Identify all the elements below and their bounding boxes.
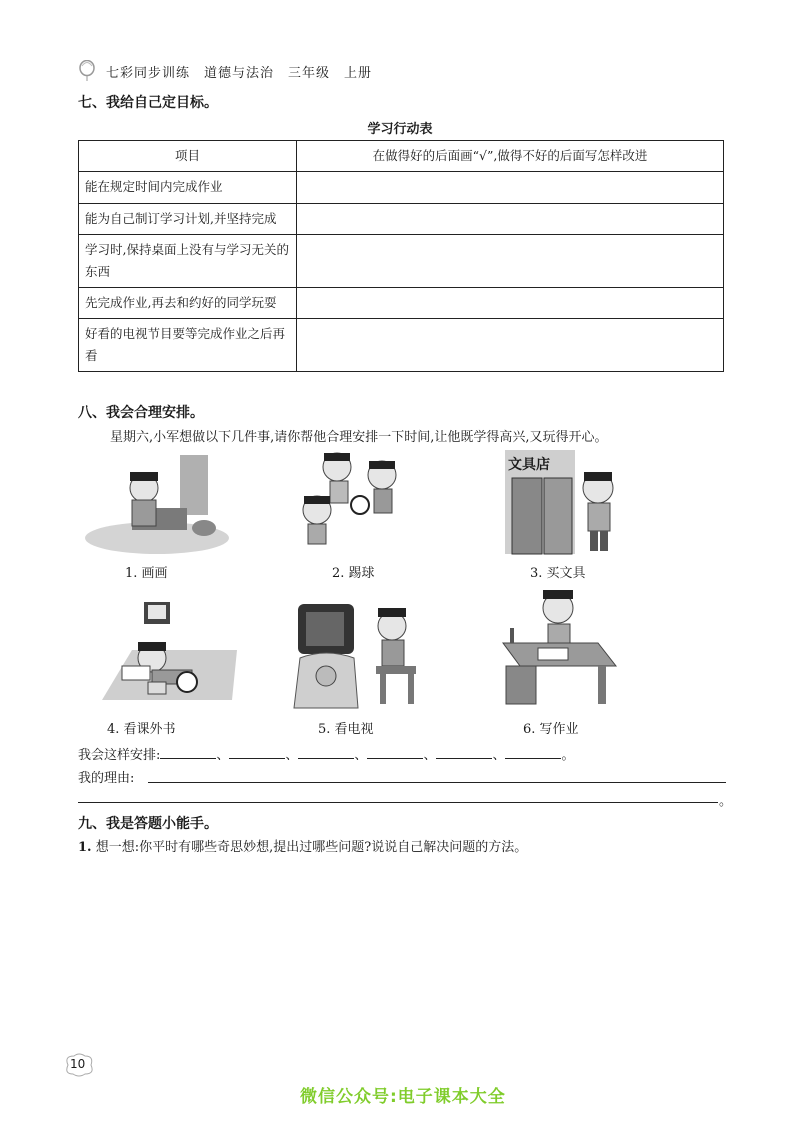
separator: 、 (354, 748, 368, 763)
table-header-row (79, 141, 724, 172)
column-header-item: 项目 (79, 141, 297, 172)
arrange-blank[interactable] (298, 744, 354, 759)
page-number: 10 (70, 1057, 86, 1071)
page-header (78, 60, 386, 82)
question-number: 1. (78, 840, 92, 855)
row-item: 能为自己制订学习计划,并坚持完成 (79, 204, 297, 235)
period: 。 (561, 748, 575, 763)
shop-sign: 文具店 (508, 457, 550, 473)
row-answer-cell[interactable] (297, 319, 724, 372)
row-item: 学习时,保持桌面上没有与学习无关的东西 (79, 235, 297, 288)
section7-title: 七、我给自己定目标。 (78, 95, 218, 111)
reading-illustration-icon (82, 600, 242, 710)
arrangement-line (78, 744, 574, 763)
separator: 、 (216, 748, 230, 763)
grade-name: 三年级 (288, 65, 331, 81)
row-item: 好看的电视节目要等完成作业之后再看 (79, 319, 297, 372)
soccer-illustration-icon (282, 445, 432, 555)
table-row (79, 288, 724, 319)
reason-line-1[interactable] (148, 782, 726, 783)
arrange-blank[interactable] (229, 744, 285, 759)
action-table (78, 140, 724, 372)
activity-caption: 3. 买文具 (530, 566, 586, 581)
row-item: 能在规定时间内完成作业 (79, 172, 297, 204)
arrange-blank[interactable] (367, 744, 423, 759)
row-answer-cell[interactable] (297, 172, 724, 204)
table-row (79, 172, 724, 204)
reason-end: 。 (719, 794, 733, 809)
table-title: 学习行动表 (367, 122, 433, 137)
subject-name: 道德与法治 (204, 65, 275, 81)
table-row (79, 319, 724, 372)
row-item: 先完成作业,再去和约好的同学玩耍 (79, 288, 297, 319)
activity-caption: 1. 画画 (125, 566, 168, 581)
volume-name: 上册 (344, 65, 373, 81)
section9-title: 九、我是答题小能手。 (78, 816, 218, 832)
activity-caption: 5. 看电视 (318, 722, 374, 737)
homework-illustration-icon (498, 588, 628, 708)
activity-caption: 6. 写作业 (523, 722, 579, 737)
arrange-label: 我会这样安排: (78, 748, 161, 763)
separator: 、 (492, 748, 506, 763)
section8-intro: 星期六,小军想做以下几件事,请你帮他合理安排一下时间,让他既学得高兴,又玩得开心。 (110, 430, 608, 445)
series-name: 七彩同步训练 (106, 65, 191, 81)
reason-label: 我的理由: (78, 771, 135, 786)
column-header-evaluation: 在做得好的后面画“√”,做得不好的后面写怎样改进 (297, 141, 724, 172)
section8-title: 八、我会合理安排。 (78, 405, 204, 421)
separator: 、 (285, 748, 299, 763)
separator: 、 (423, 748, 437, 763)
reason-line-2[interactable] (78, 802, 718, 803)
activity-caption: 4. 看课外书 (107, 722, 176, 737)
row-answer-cell[interactable] (297, 288, 724, 319)
row-answer-cell[interactable] (297, 235, 724, 288)
row-answer-cell[interactable] (297, 204, 724, 235)
footer-watermark: 微信公众号:电子课本大全 (300, 1087, 506, 1107)
question-text: 想一想:你平时有哪些奇思妙想,提出过哪些问题?说说自己解决问题的方法。 (95, 840, 528, 855)
watching-tv-illustration-icon (292, 598, 432, 710)
arrange-blank[interactable] (436, 744, 492, 759)
table-row (79, 235, 724, 288)
balloon-logo-icon (78, 60, 96, 82)
arrange-blank[interactable] (505, 744, 561, 759)
table-row (79, 204, 724, 235)
activity-caption: 2. 踢球 (332, 566, 375, 581)
drawing-illustration-icon (82, 450, 232, 555)
arrange-blank[interactable] (160, 744, 216, 759)
question-1 (78, 836, 527, 855)
